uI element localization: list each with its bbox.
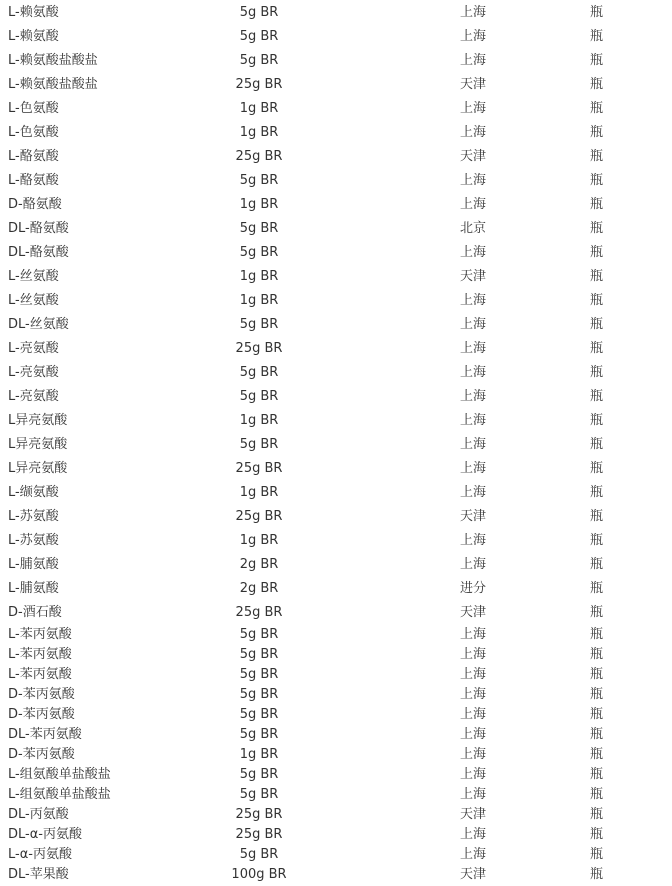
product-origin: 上海	[460, 647, 487, 662]
product-origin: 天津	[460, 509, 487, 524]
product-unit: 瓶	[590, 533, 604, 548]
product-name: L-色氨酸	[8, 125, 59, 140]
list-item	[0, 123, 672, 143]
product-name: L-组氨酸单盐酸盐	[8, 767, 111, 782]
product-unit: 瓶	[590, 867, 604, 882]
product-spec: 5g BR	[239, 5, 279, 20]
product-origin: 上海	[460, 687, 487, 702]
product-name: L异亮氨酸	[8, 413, 68, 428]
product-unit: 瓶	[590, 5, 604, 20]
product-origin: 上海	[460, 627, 487, 642]
product-spec: 25g BR	[235, 341, 283, 356]
list-item	[0, 99, 672, 119]
product-unit: 瓶	[590, 767, 604, 782]
list-item	[0, 845, 672, 865]
product-spec: 25g BR	[235, 461, 283, 476]
list-item	[0, 27, 672, 47]
product-unit: 瓶	[590, 125, 604, 140]
product-origin: 上海	[460, 341, 487, 356]
product-spec: 1g BR	[239, 747, 279, 762]
product-origin: 上海	[460, 533, 487, 548]
product-spec: 25g BR	[235, 605, 283, 620]
product-unit: 瓶	[590, 341, 604, 356]
product-spec: 5g BR	[239, 627, 279, 642]
list-item	[0, 243, 672, 263]
product-origin: 上海	[460, 389, 487, 404]
list-item	[0, 825, 672, 845]
product-origin: 上海	[460, 557, 487, 572]
product-unit: 瓶	[590, 707, 604, 722]
list-item	[0, 665, 672, 685]
product-origin: 上海	[460, 53, 487, 68]
product-spec: 100g BR	[231, 867, 287, 882]
product-origin: 上海	[460, 747, 487, 762]
product-name: D-苯丙氨酸	[8, 747, 75, 762]
product-spec: 5g BR	[239, 245, 279, 260]
product-name: L-脯氨酸	[8, 557, 59, 572]
product-spec: 5g BR	[239, 787, 279, 802]
list-item	[0, 865, 672, 885]
product-spec: 5g BR	[239, 365, 279, 380]
product-name: L-丝氨酸	[8, 269, 59, 284]
product-origin: 上海	[460, 667, 487, 682]
product-name: DL-丝氨酸	[8, 317, 69, 332]
product-name: D-酒石酸	[8, 605, 62, 620]
product-unit: 瓶	[590, 847, 604, 862]
product-name: L-赖氨酸	[8, 29, 59, 44]
product-name: L-缬氨酸	[8, 485, 59, 500]
product-origin: 上海	[460, 317, 487, 332]
product-spec: 5g BR	[239, 221, 279, 236]
product-origin: 上海	[460, 767, 487, 782]
product-origin: 天津	[460, 867, 487, 882]
product-spec: 5g BR	[239, 667, 279, 682]
product-origin: 上海	[460, 365, 487, 380]
product-name: L-丝氨酸	[8, 293, 59, 308]
product-unit: 瓶	[590, 245, 604, 260]
product-origin: 上海	[460, 827, 487, 842]
product-name: L-亮氨酸	[8, 341, 59, 356]
product-spec: 1g BR	[239, 269, 279, 284]
product-unit: 瓶	[590, 509, 604, 524]
product-spec: 1g BR	[239, 533, 279, 548]
product-spec: 1g BR	[239, 101, 279, 116]
product-name: L-赖氨酸盐酸盐	[8, 77, 98, 92]
product-name: L-苯丙氨酸	[8, 667, 72, 682]
product-origin: 上海	[460, 413, 487, 428]
product-unit: 瓶	[590, 437, 604, 452]
product-origin: 天津	[460, 149, 487, 164]
list-item	[0, 705, 672, 725]
product-name: L-赖氨酸盐酸盐	[8, 53, 98, 68]
product-name: DL-丙氨酸	[8, 807, 69, 822]
product-origin: 进分	[460, 581, 487, 596]
list-item	[0, 147, 672, 167]
product-name: L-色氨酸	[8, 101, 59, 116]
product-name: L-苯丙氨酸	[8, 647, 72, 662]
product-spec: 2g BR	[239, 557, 279, 572]
product-name: DL-苹果酸	[8, 867, 69, 882]
list-item	[0, 291, 672, 311]
list-item	[0, 3, 672, 23]
product-unit: 瓶	[590, 827, 604, 842]
product-name: L异亮氨酸	[8, 437, 68, 452]
product-origin: 天津	[460, 77, 487, 92]
product-name: L-α-丙氨酸	[8, 847, 72, 862]
product-origin: 北京	[460, 221, 487, 236]
product-unit: 瓶	[590, 787, 604, 802]
list-item	[0, 363, 672, 383]
product-unit: 瓶	[590, 365, 604, 380]
list-item	[0, 339, 672, 359]
product-name: D-酪氨酸	[8, 197, 62, 212]
product-unit: 瓶	[590, 647, 604, 662]
list-item	[0, 51, 672, 71]
product-name: L-苯丙氨酸	[8, 627, 72, 642]
product-name: L-脯氨酸	[8, 581, 59, 596]
list-item	[0, 75, 672, 95]
product-unit: 瓶	[590, 173, 604, 188]
product-spec: 5g BR	[239, 647, 279, 662]
product-spec: 5g BR	[239, 687, 279, 702]
list-item	[0, 315, 672, 335]
list-item	[0, 685, 672, 705]
product-name: D-苯丙氨酸	[8, 707, 75, 722]
product-spec: 2g BR	[239, 581, 279, 596]
list-item	[0, 725, 672, 745]
product-origin: 上海	[460, 485, 487, 500]
product-spec: 5g BR	[239, 53, 279, 68]
list-item	[0, 267, 672, 287]
product-unit: 瓶	[590, 605, 604, 620]
product-spec: 1g BR	[239, 485, 279, 500]
product-name: L-酪氨酸	[8, 173, 59, 188]
list-item	[0, 435, 672, 455]
product-origin: 上海	[460, 5, 487, 20]
product-origin: 上海	[460, 197, 487, 212]
list-item	[0, 531, 672, 551]
product-name: D-苯丙氨酸	[8, 687, 75, 702]
product-unit: 瓶	[590, 317, 604, 332]
product-origin: 上海	[460, 29, 487, 44]
product-name: DL-酪氨酸	[8, 221, 69, 236]
product-unit: 瓶	[590, 101, 604, 116]
product-unit: 瓶	[590, 293, 604, 308]
product-spec: 25g BR	[235, 827, 283, 842]
product-unit: 瓶	[590, 389, 604, 404]
product-spec: 1g BR	[239, 125, 279, 140]
product-spec: 5g BR	[239, 173, 279, 188]
product-unit: 瓶	[590, 687, 604, 702]
product-spec: 25g BR	[235, 509, 283, 524]
product-origin: 上海	[460, 173, 487, 188]
product-spec: 1g BR	[239, 413, 279, 428]
list-item	[0, 625, 672, 645]
product-unit: 瓶	[590, 149, 604, 164]
product-name: DL-酪氨酸	[8, 245, 69, 260]
product-spec: 5g BR	[239, 389, 279, 404]
product-origin: 上海	[460, 787, 487, 802]
list-item	[0, 483, 672, 503]
product-unit: 瓶	[590, 557, 604, 572]
product-spec: 5g BR	[239, 317, 279, 332]
product-unit: 瓶	[590, 807, 604, 822]
list-item	[0, 765, 672, 785]
product-spec: 25g BR	[235, 149, 283, 164]
product-unit: 瓶	[590, 197, 604, 212]
product-spec: 25g BR	[235, 77, 283, 92]
product-origin: 上海	[460, 437, 487, 452]
product-name: L异亮氨酸	[8, 461, 68, 476]
product-origin: 上海	[460, 727, 487, 742]
list-item	[0, 459, 672, 479]
product-unit: 瓶	[590, 269, 604, 284]
product-name: L-苏氨酸	[8, 533, 59, 548]
product-unit: 瓶	[590, 29, 604, 44]
product-unit: 瓶	[590, 747, 604, 762]
product-origin: 上海	[460, 707, 487, 722]
product-name: L-苏氨酸	[8, 509, 59, 524]
product-unit: 瓶	[590, 221, 604, 236]
product-origin: 上海	[460, 847, 487, 862]
list-item	[0, 411, 672, 431]
product-origin: 上海	[460, 245, 487, 260]
list-item	[0, 579, 672, 599]
product-unit: 瓶	[590, 667, 604, 682]
list-item	[0, 171, 672, 191]
list-item	[0, 645, 672, 665]
product-origin: 上海	[460, 101, 487, 116]
product-name: DL-α-丙氨酸	[8, 827, 82, 842]
list-item	[0, 219, 672, 239]
list-item	[0, 745, 672, 765]
product-spec: 1g BR	[239, 293, 279, 308]
product-spec: 5g BR	[239, 437, 279, 452]
product-unit: 瓶	[590, 77, 604, 92]
product-spec: 5g BR	[239, 727, 279, 742]
product-unit: 瓶	[590, 627, 604, 642]
product-origin: 天津	[460, 605, 487, 620]
list-item	[0, 603, 672, 623]
product-unit: 瓶	[590, 581, 604, 596]
product-unit: 瓶	[590, 727, 604, 742]
product-unit: 瓶	[590, 413, 604, 428]
product-name: L-组氨酸单盐酸盐	[8, 787, 111, 802]
product-spec: 5g BR	[239, 707, 279, 722]
product-spec: 5g BR	[239, 29, 279, 44]
product-origin: 上海	[460, 293, 487, 308]
product-unit: 瓶	[590, 461, 604, 476]
product-name: DL-苯丙氨酸	[8, 727, 82, 742]
product-spec: 5g BR	[239, 767, 279, 782]
product-origin: 天津	[460, 269, 487, 284]
product-name: L-赖氨酸	[8, 5, 59, 20]
product-origin: 上海	[460, 461, 487, 476]
product-origin: 天津	[460, 807, 487, 822]
product-name: L-酪氨酸	[8, 149, 59, 164]
product-name: L-亮氨酸	[8, 389, 59, 404]
list-item	[0, 195, 672, 215]
list-item	[0, 785, 672, 805]
list-item	[0, 387, 672, 407]
product-spec: 25g BR	[235, 807, 283, 822]
list-item	[0, 507, 672, 527]
list-item	[0, 805, 672, 825]
list-item	[0, 555, 672, 575]
product-unit: 瓶	[590, 485, 604, 500]
product-origin: 上海	[460, 125, 487, 140]
product-unit: 瓶	[590, 53, 604, 68]
product-name: L-亮氨酸	[8, 365, 59, 380]
product-spec: 1g BR	[239, 197, 279, 212]
product-spec: 5g BR	[239, 847, 279, 862]
